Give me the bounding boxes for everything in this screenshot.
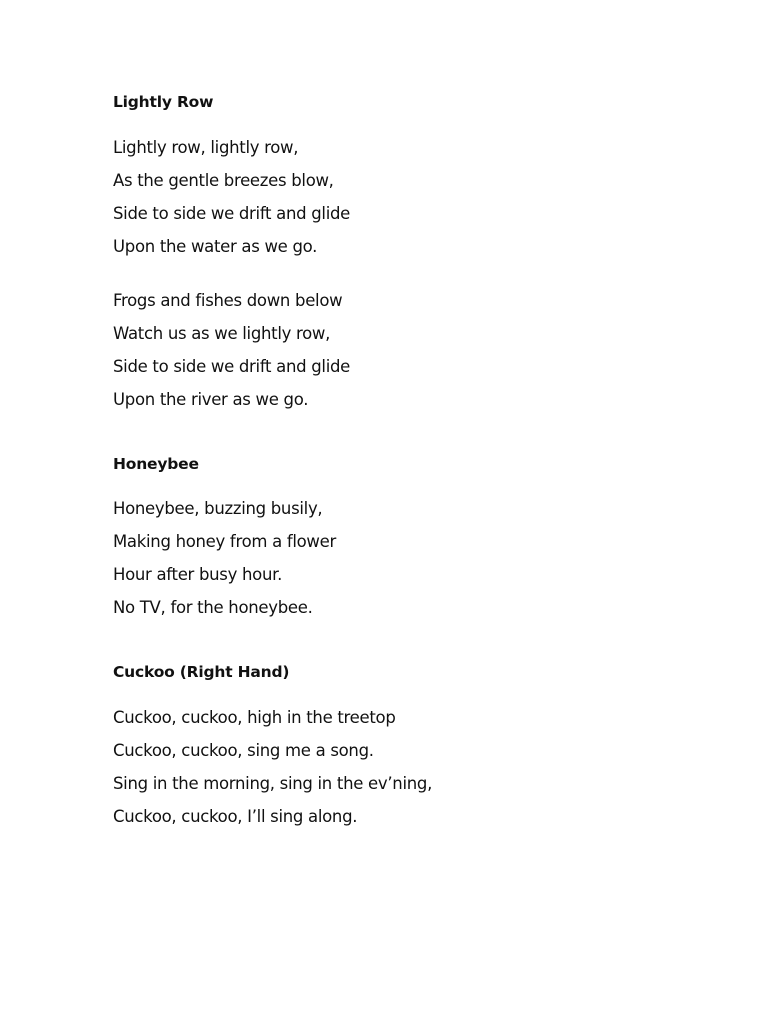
- song-title-honeybee: Honeybee: [113, 455, 199, 473]
- lyric-line: As the gentle breezes blow,: [113, 171, 334, 190]
- lyric-line: Cuckoo, cuckoo, sing me a song.: [113, 741, 374, 760]
- lyric-line: Side to side we drift and glide: [113, 357, 351, 376]
- lyric-line: Cuckoo, cuckoo, I’ll sing along.: [113, 807, 358, 826]
- song-title-lightly-row: Lightly Row: [113, 93, 214, 111]
- lyric-line: Lightly row, lightly row,: [113, 138, 299, 157]
- lyric-line: Making honey from a flower: [113, 532, 336, 551]
- song-title-cuckoo: Cuckoo (Right Hand): [113, 663, 290, 681]
- lyric-line: Side to side we drift and glide: [113, 204, 351, 223]
- lyric-line: Upon the water as we go.: [113, 237, 318, 256]
- lyric-line: Hour after busy hour.: [113, 565, 283, 584]
- lyric-line: No TV, for the honeybee.: [113, 598, 313, 617]
- lyric-line: Frogs and fishes down below: [113, 291, 343, 310]
- lyric-line: Honeybee, buzzing busily,: [113, 499, 323, 518]
- lyric-line: Cuckoo, cuckoo, high in the treetop: [113, 708, 396, 727]
- lyric-line: Watch us as we lightly row,: [113, 324, 331, 343]
- lyric-line: Sing in the morning, sing in the ev’ning,: [113, 774, 433, 793]
- lyric-line: Upon the river as we go.: [113, 390, 309, 409]
